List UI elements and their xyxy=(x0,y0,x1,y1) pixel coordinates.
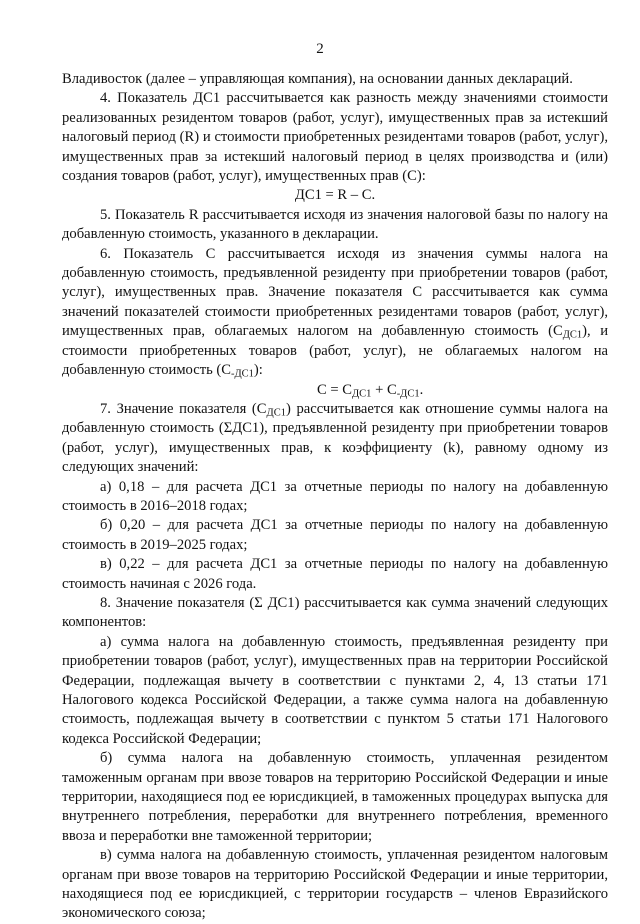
list-item-7c: в) 0,22 – для расчета ДС1 за отчетные периоды по налогу на добавленную стоимость начиная с 2026 года. xyxy=(62,556,608,592)
formula-c-text-a: С = С xyxy=(317,381,352,398)
paragraph-6-text-a: 6. Показатель С рассчитывается исходя из значения суммы налога на добавленную стоимость, предъявленной резиденту при приобретении товаров (работ, услуг), имущественных прав. Значение показателя С рассчитывается как сумма значений показателей стоимости приобретенных резидентами товаров (работ, услуг), имущественных прав, облагаемых налогом на добавленную стоимость (С xyxy=(62,245,608,340)
list-item-7a: а) 0,18 – для расчета ДС1 за отчетные периоды по налогу на добавленную стоимость в 2016–2018 годах; xyxy=(62,478,608,514)
page-number: 2 xyxy=(316,41,324,57)
subscript-ds1: ДС1 xyxy=(266,407,286,419)
formula-subscript-ds1: ДС1 xyxy=(352,388,372,400)
paragraph-6-text-c: ): xyxy=(253,362,263,379)
subscript-minus-ds1: -ДС1 xyxy=(230,368,254,380)
paragraph-4: 4. Показатель ДС1 рассчитывается как разность между значениями стоимости реализованных резидентом товаров (работ, услуг), имущественных прав за истекший налоговый период (R) и стоимости приобретенных резидентами товаров (работ, услуг), имущественных прав за истекший налоговый период в целях производства и (или) создания товаров (работ, услуг), имущественных прав (С): xyxy=(62,90,608,185)
list-item-8a: а) сумма налога на добавленную стоимость, предъявленная резиденту при приобретении товаров (работ, услуг), имущественных прав на территории Российской Федерации, подлежащая вычету в соответствии с пунктами 2, 4, 13 статьи 171 Налогового кодекса Российской Федерации, а также сумма налога на добавленную стоимость, подлежащая вычету в соответствии с пунктом 5 статьи 171 Налогового кодекса Российской Федерации; xyxy=(62,633,608,747)
list-item-8b: б) сумма налога на добавленную стоимость, уплаченная резидентом таможенным органам при ввозе товаров на территорию Российской Федерации и иные территории, находящиеся под ее юрисдикцией, в таможенных процедурах выпуска для внутреннего потребления, переработки для внутреннего потребления, временного ввоза и переработки вне таможенной территории; xyxy=(62,750,608,844)
list-item-7b: б) 0,20 – для расчета ДС1 за отчетные периоды по налогу на добавленную стоимость в 2019–2025 годах; xyxy=(62,517,608,553)
paragraph-7 xyxy=(62,400,608,478)
paragraph-8: 8. Значение показателя (Σ ДС1) рассчитывается как сумма значений следующих компонентов: xyxy=(62,594,608,631)
paragraph-5: 5. Показатель R рассчитывается исходя из значения налоговой базы по налогу на добавленную стоимость, указанного в декларации. xyxy=(62,206,608,243)
subscript-ds1: ДС1 xyxy=(562,329,583,341)
paragraph-7-text-b: ) рассчитывается как отношение суммы налога на добавленную стоимость (ΣДС1), предъявленной резиденту при приобретении товаров (работ, услуг), имущественных прав, к коэффициенту (k), равному одному из следующих значений: xyxy=(62,400,608,476)
paragraph-7-text-a: 7. Значение показателя (С xyxy=(100,400,267,417)
formula-c-text-b: + С xyxy=(371,381,397,398)
list-item-8c: в) сумма налога на добавленную стоимость, уплаченная резидентом налоговым органам при ввозе товаров на территорию Российской Федерации и иные территории, находящиеся под ее юрисдикцией, с территории государств – членов Евразийского экономического союза; xyxy=(62,847,608,922)
formula-c-text-c: . xyxy=(419,381,424,398)
paragraph-6 xyxy=(62,245,608,381)
paragraph-6-text-b: ), и стоимости приобретенных товаров (работ, услуг), не облагаемых налогом на добавленную стоимость (С xyxy=(62,323,609,379)
formula-c xyxy=(62,381,608,400)
formula-ds1: ДС1 = R – С. xyxy=(294,187,376,204)
paragraph-continuation: Владивосток (далее – управляющая компания), на основании данных деклараций. xyxy=(62,71,573,87)
formula-subscript-minus-ds1: -ДС1 xyxy=(396,388,420,400)
document-body xyxy=(62,70,608,924)
